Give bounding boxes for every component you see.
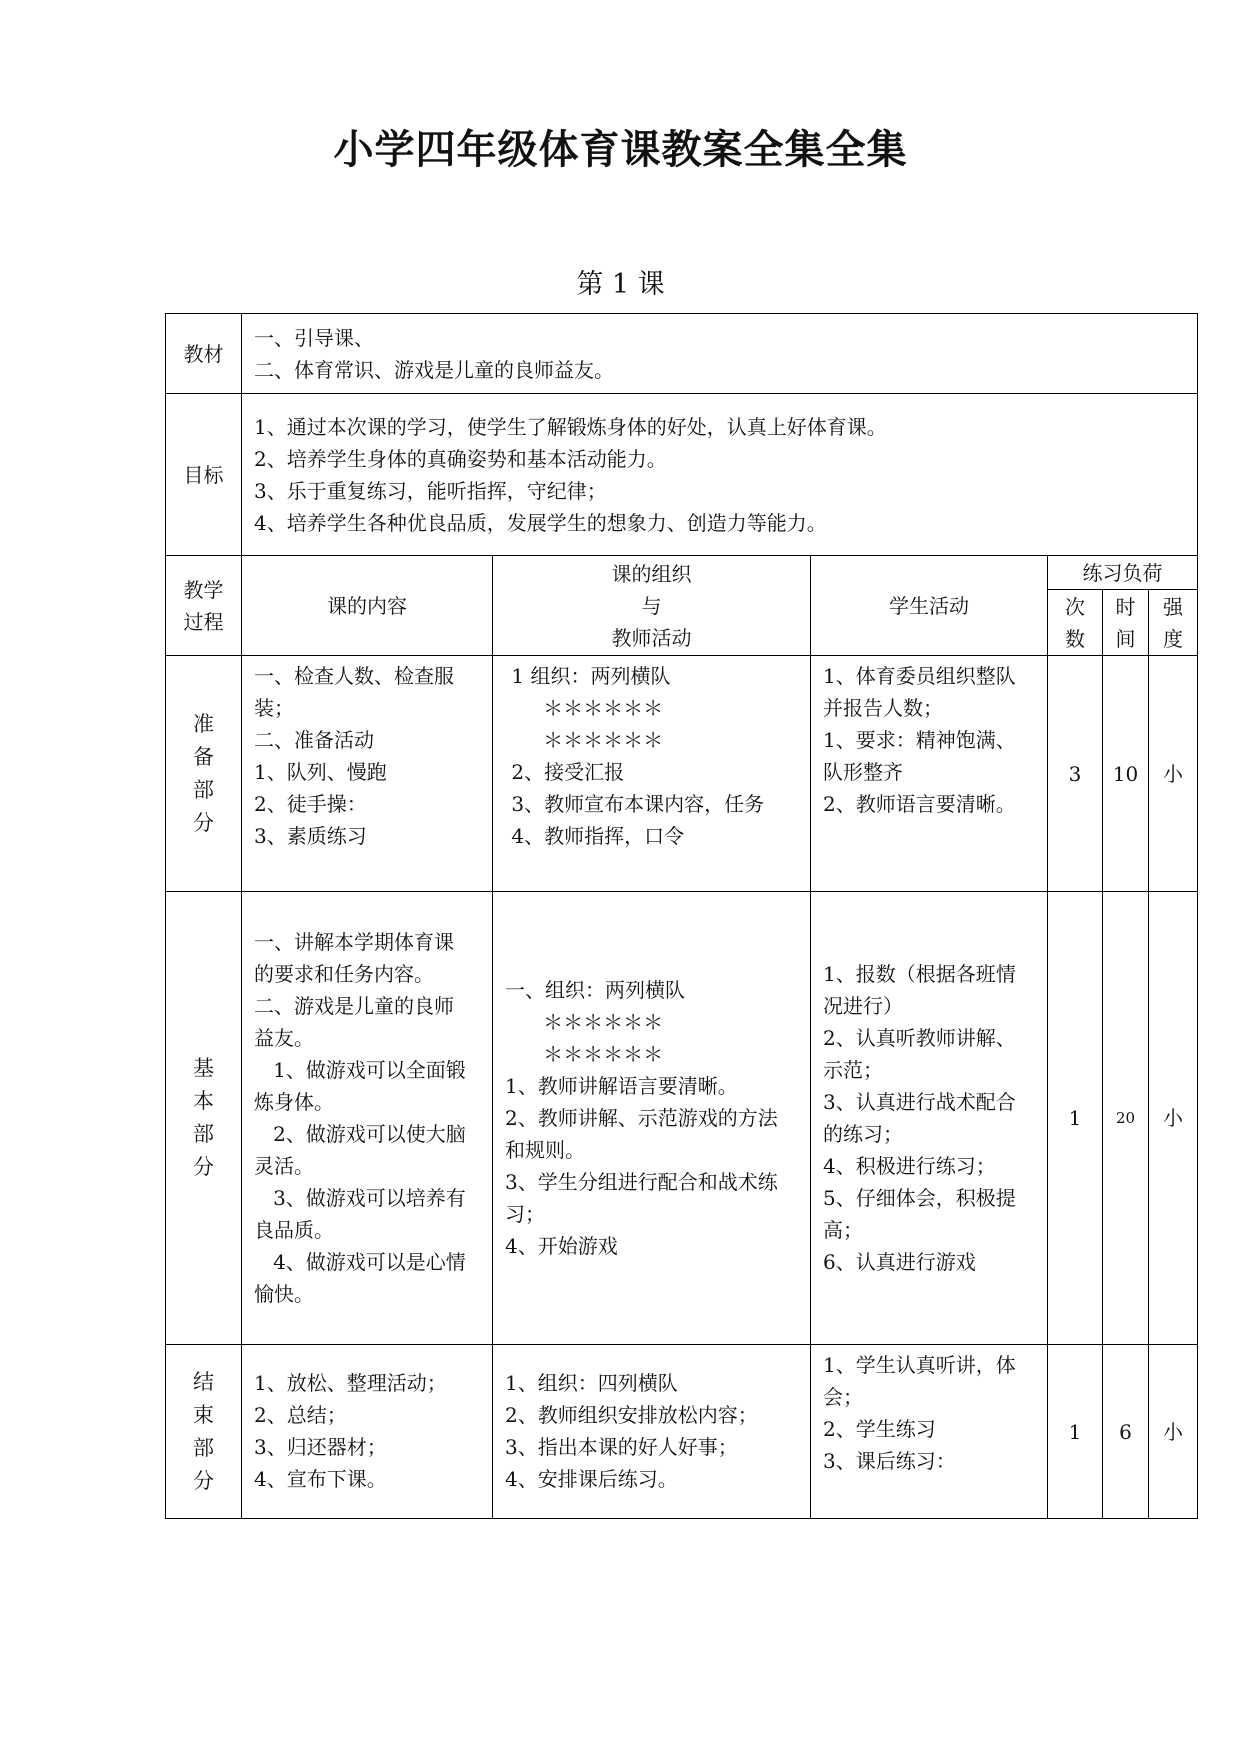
content-line: 愉快。 xyxy=(254,1282,314,1306)
section-label-char: 部 xyxy=(193,777,214,802)
section-organization xyxy=(493,1345,811,1519)
student-line: 况进行） xyxy=(823,994,903,1018)
header-process-line: 教学 xyxy=(183,577,224,602)
organization-line: 和规则。 xyxy=(505,1138,585,1162)
section-label xyxy=(166,1345,242,1519)
section-label-char: 结 xyxy=(193,1369,214,1394)
section-row-main xyxy=(166,892,1198,1345)
section-organization xyxy=(493,656,811,892)
student-line: 2、教师语言要清晰。 xyxy=(823,792,1016,816)
organization-line: 1、组织：四列横队 xyxy=(505,1371,678,1395)
section-content xyxy=(242,892,493,1345)
material-label: 教材 xyxy=(166,314,242,394)
section-count: 1 xyxy=(1048,1345,1103,1519)
section-content xyxy=(242,1345,493,1519)
student-line: 1、体育委员组织整队 xyxy=(823,664,1016,688)
header-organization-line: 教师活动 xyxy=(611,625,692,650)
content-line: 3、做游戏可以培养有 xyxy=(254,1186,466,1210)
header-count-line: 数 xyxy=(1065,626,1085,651)
content-line: 2、徒手操： xyxy=(254,792,367,816)
organization-line: 习； xyxy=(505,1202,545,1226)
student-line: 1、学生认真听讲，体 xyxy=(823,1353,1016,1377)
header-content: 课的内容 xyxy=(242,556,493,656)
student-line: 并报告人数； xyxy=(823,696,943,720)
lesson-title: 第 1 课 xyxy=(576,269,665,300)
material-line: 一、引导课、 xyxy=(254,325,374,350)
organization-line: 3、教师宣布本课内容，任务 xyxy=(505,792,765,816)
header-organization xyxy=(493,556,811,656)
student-line: 示范； xyxy=(823,1058,883,1082)
content-line: 良品质。 xyxy=(254,1218,334,1242)
content-line: 1、放松、整理活动； xyxy=(254,1371,447,1395)
content-line: 一、检查人数、检查服 xyxy=(254,664,454,688)
header-intensity xyxy=(1149,590,1198,656)
section-label xyxy=(166,656,242,892)
organization-line: 3、学生分组进行配合和战术练 xyxy=(505,1170,778,1194)
content-line: 益友。 xyxy=(254,1026,314,1050)
header-organization-line: 与 xyxy=(641,593,662,618)
header-row xyxy=(166,556,1198,590)
header-intensity-line: 度 xyxy=(1163,626,1184,651)
header-count xyxy=(1048,590,1103,656)
header-time-line: 时 xyxy=(1115,594,1136,619)
section-time: 6 xyxy=(1103,1345,1149,1519)
section-label-char: 分 xyxy=(193,810,214,835)
student-line: 的练习； xyxy=(823,1122,903,1146)
student-line: 1、报数（根据各班情 xyxy=(823,962,1016,986)
content-line: 装； xyxy=(254,696,294,720)
section-row-ending xyxy=(166,1345,1198,1519)
page-title: 小学四年级体育课教案全集全集 xyxy=(333,127,908,173)
organization-line: 2、接受汇报 xyxy=(505,760,625,784)
student-line: 4、积极进行练习； xyxy=(823,1154,996,1178)
content-line: 2、做游戏可以使大脑 xyxy=(254,1122,466,1146)
section-organization xyxy=(493,892,811,1345)
header-process-line: 过程 xyxy=(183,609,224,634)
objective-content xyxy=(242,394,1198,556)
organization-line: 1、教师讲解语言要清晰。 xyxy=(505,1074,738,1098)
objective-line: 2、培养学生身体的真确姿势和基本活动能力。 xyxy=(254,446,667,471)
student-line: 2、认真听教师讲解、 xyxy=(823,1026,1016,1050)
content-line: 4、宣布下课。 xyxy=(254,1467,387,1491)
section-label-char: 部 xyxy=(193,1122,214,1146)
section-row-preparation xyxy=(166,656,1198,892)
section-student-activity xyxy=(811,1345,1048,1519)
content-line: 3、归还器材； xyxy=(254,1435,387,1459)
objective-row xyxy=(166,394,1198,556)
objective-line: 1、通过本次课的学习，使学生了解锻炼身体的好处，认真上好体育课。 xyxy=(254,414,887,439)
organization-line: 4、开始游戏 xyxy=(505,1234,618,1258)
content-line: 一、讲解本学期体育课 xyxy=(254,930,454,954)
header-load: 练习负荷 xyxy=(1048,556,1198,590)
organization-line: ＊＊＊＊＊＊ xyxy=(505,1010,664,1034)
section-student-activity xyxy=(811,892,1048,1345)
organization-line: 2、教师讲解、示范游戏的方法 xyxy=(505,1106,778,1130)
header-student: 学生活动 xyxy=(811,556,1048,656)
section-label xyxy=(166,892,242,1345)
content-line: 1、做游戏可以全面锻 xyxy=(254,1058,466,1082)
student-line: 会； xyxy=(823,1385,863,1409)
content-line: 1、队列、慢跑 xyxy=(254,760,387,784)
objective-label: 目标 xyxy=(166,394,242,556)
organization-line: 4、教师指挥，口令 xyxy=(505,824,685,848)
content-line: 二、游戏是儿童的良师 xyxy=(254,994,454,1018)
content-line: 的要求和任务内容。 xyxy=(254,962,434,986)
organization-line: ＊＊＊＊＊＊ xyxy=(505,696,664,720)
section-label-char: 部 xyxy=(193,1435,214,1460)
content-line: 3、素质练习 xyxy=(254,824,367,848)
header-time-line: 间 xyxy=(1115,626,1136,651)
section-student-activity xyxy=(811,656,1048,892)
section-label-char: 备 xyxy=(193,744,214,769)
material-content xyxy=(242,314,1198,394)
content-line: 二、准备活动 xyxy=(254,728,374,752)
student-line: 高； xyxy=(823,1218,863,1242)
section-label-char: 分 xyxy=(193,1155,214,1179)
header-process xyxy=(166,556,242,656)
organization-line: 2、教师组织安排放松内容； xyxy=(505,1403,758,1427)
section-intensity: 小 xyxy=(1149,656,1198,892)
organization-line: 4、安排课后练习。 xyxy=(505,1467,678,1491)
header-intensity-line: 强 xyxy=(1163,594,1184,619)
section-label-char: 分 xyxy=(193,1468,214,1493)
section-count: 3 xyxy=(1048,656,1103,892)
objective-line: 3、乐于重复练习，能听指挥，守纪律； xyxy=(254,478,607,503)
material-line: 二、体育常识、游戏是儿童的良师益友。 xyxy=(254,357,614,382)
header-organization-line: 课的组织 xyxy=(611,561,692,586)
section-label-char: 基 xyxy=(193,1056,214,1080)
organization-line: ＊＊＊＊＊＊ xyxy=(505,728,664,752)
content-line: 4、做游戏可以是心情 xyxy=(254,1250,466,1274)
content-line: 2、总结； xyxy=(254,1403,347,1427)
section-content xyxy=(242,656,493,892)
section-count: 1 xyxy=(1048,892,1103,1345)
student-line: 3、认真进行战术配合 xyxy=(823,1090,1016,1114)
objective-line: 4、培养学生各种优良品质，发展学生的想象力、创造力等能力。 xyxy=(254,510,827,535)
student-line: 5、仔细体会，积极提 xyxy=(823,1186,1016,1210)
header-time xyxy=(1103,590,1149,656)
section-label-char: 准 xyxy=(193,711,214,736)
material-row xyxy=(166,314,1198,394)
organization-line: 一、组织：两列横队 xyxy=(505,978,685,1002)
organization-line: 1 组织：两列横队 xyxy=(505,664,671,688)
section-time: 10 xyxy=(1103,656,1149,892)
lesson-plan-table xyxy=(165,313,1198,1519)
student-line: 3、课后练习： xyxy=(823,1449,956,1473)
section-label-char: 本 xyxy=(193,1089,214,1113)
content-line: 灵活。 xyxy=(254,1154,314,1178)
student-line: 1、要求：精神饱满、 xyxy=(823,728,1016,752)
organization-line: 3、指出本课的好人好事； xyxy=(505,1435,738,1459)
section-intensity: 小 xyxy=(1149,1345,1198,1519)
student-line: 6、认真进行游戏 xyxy=(823,1250,976,1274)
section-label-char: 束 xyxy=(193,1402,214,1427)
student-line: 队形整齐 xyxy=(823,760,903,784)
content-line: 炼身体。 xyxy=(254,1090,334,1114)
header-count-line: 次 xyxy=(1065,594,1085,619)
section-time: 20 xyxy=(1103,892,1149,1345)
section-intensity: 小 xyxy=(1149,892,1198,1345)
student-line: 2、学生练习 xyxy=(823,1417,936,1441)
organization-line: ＊＊＊＊＊＊ xyxy=(505,1042,664,1066)
